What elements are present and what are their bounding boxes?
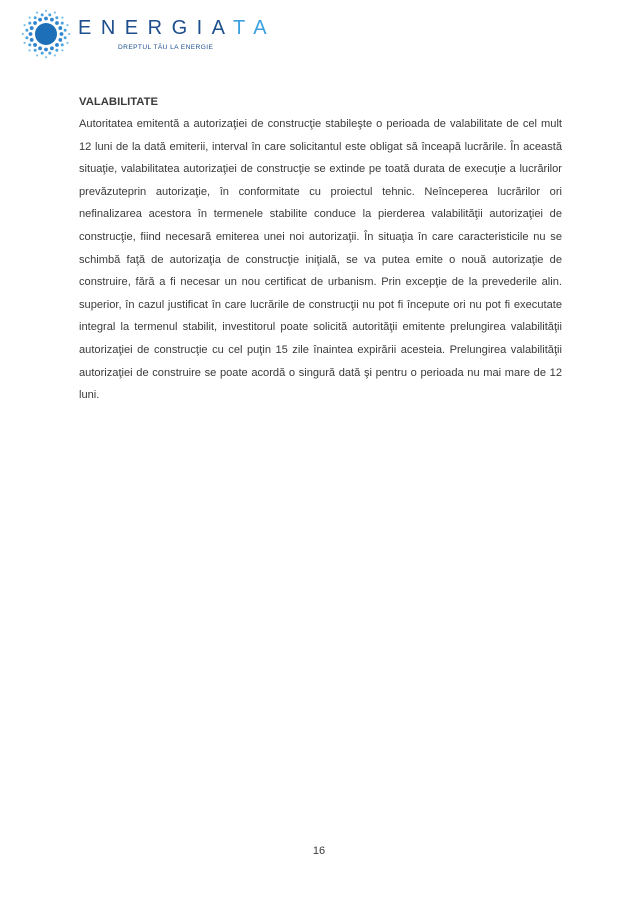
section-paragraph: Autoritatea emitentă a autorizaţiei de construcţie stabileşte o perioada de valabilitate de cel mult 12 luni de la dată emiterii, interval în care solicitantul este obligat să înceapă lucrările. În această situaţie, valabilitatea autorizaţiei de construcţie se extinde pe toată durata de execuţie a lucrărilor prevăzuteprin autorizaţie, în conformitate cu proiectul tehnic. Neînceperea lucrărilor ori nefinalizarea acestora în termenele stabilite conduce la pierderea valabilităţii autorizaţiei de construcţie, fiind necesară emiterea unei noi autorizaţii. În situaţia în care caracteristicile nu se schimbă faţă de autorizaţia de construcţie iniţială, se va putea emite o nouă autorizaţie de construire, fără a fi necesar un nou certificat de urbanism. Prin excepţie de la prevederile alin. superior, în cazul justificat în care lucrările de construcţii nu pot fi începute ori nu pot fi executate integral la termenul stabilit, investitorul poate solicită autorităţii emitente prelungirea valabilităţii autorizaţiei de construcţie cu cel puţin 15 zile înaintea expirării acesteia. Prelungirea valabilităţii autorizaţiei de construire se poate acordă o singură dată şi pentru o perioada nu mai mare de 12 luni. [79, 118, 562, 402]
logo-dot [55, 21, 59, 25]
logo-dot [22, 33, 24, 35]
logo-dot [44, 17, 48, 21]
logo-dot [25, 29, 28, 32]
logo-dot [61, 43, 64, 46]
logo-dot [29, 32, 33, 36]
section-title: VALABILITATE [79, 96, 159, 108]
logo-dot [30, 38, 34, 42]
logo-dot [66, 42, 68, 44]
logo-dot [41, 13, 44, 16]
logo-dot [34, 49, 37, 52]
logo-dot [45, 56, 47, 58]
logo-dot [29, 49, 31, 51]
brand-name-accent: TA [233, 17, 277, 39]
logo-dot [38, 18, 42, 22]
logo-dot [44, 48, 48, 52]
logo-dot [33, 21, 37, 25]
logo-dot [28, 22, 31, 25]
logo-dot [23, 42, 25, 44]
logo-dot [23, 24, 25, 26]
logo-dot [61, 49, 63, 51]
logo-dot [29, 17, 31, 19]
logo-dot [25, 36, 28, 39]
logo-dot [28, 43, 31, 46]
logo-dot [36, 11, 38, 13]
logo-dot [60, 32, 64, 36]
logo-dot [34, 16, 37, 19]
logo-dot [41, 52, 44, 55]
logo-dot [54, 54, 56, 56]
logo-dot [30, 26, 34, 30]
logo-dot [50, 18, 54, 22]
logo-dot [45, 10, 47, 12]
logo-dot [54, 11, 56, 13]
logo-dot [61, 22, 64, 25]
logo-dot [55, 43, 59, 47]
logo-dot [64, 29, 67, 32]
logo-dot [55, 49, 58, 52]
logo-dot [48, 52, 51, 55]
logo-dot [68, 33, 70, 35]
logo-dot [38, 46, 42, 50]
logo-dot [55, 16, 58, 19]
logo-dot [33, 43, 37, 47]
sunburst-dots-logo-icon [20, 8, 72, 60]
logo-dot [58, 38, 62, 42]
page-number: 16 [312, 845, 326, 857]
logo-dot [36, 54, 38, 56]
logo-dot [50, 46, 54, 50]
logo-dot [61, 17, 63, 19]
document-body [79, 95, 562, 407]
logo-dot [48, 13, 51, 16]
header-logo [20, 8, 277, 60]
logo-dot [58, 26, 62, 30]
logo-dot [64, 36, 67, 39]
brand-tagline: DREPTUL TĂU LA ENERGIE [118, 44, 214, 51]
brand-name [78, 17, 276, 40]
logo-dot [66, 24, 68, 26]
brand-name-main: ENERGIA [78, 17, 234, 39]
